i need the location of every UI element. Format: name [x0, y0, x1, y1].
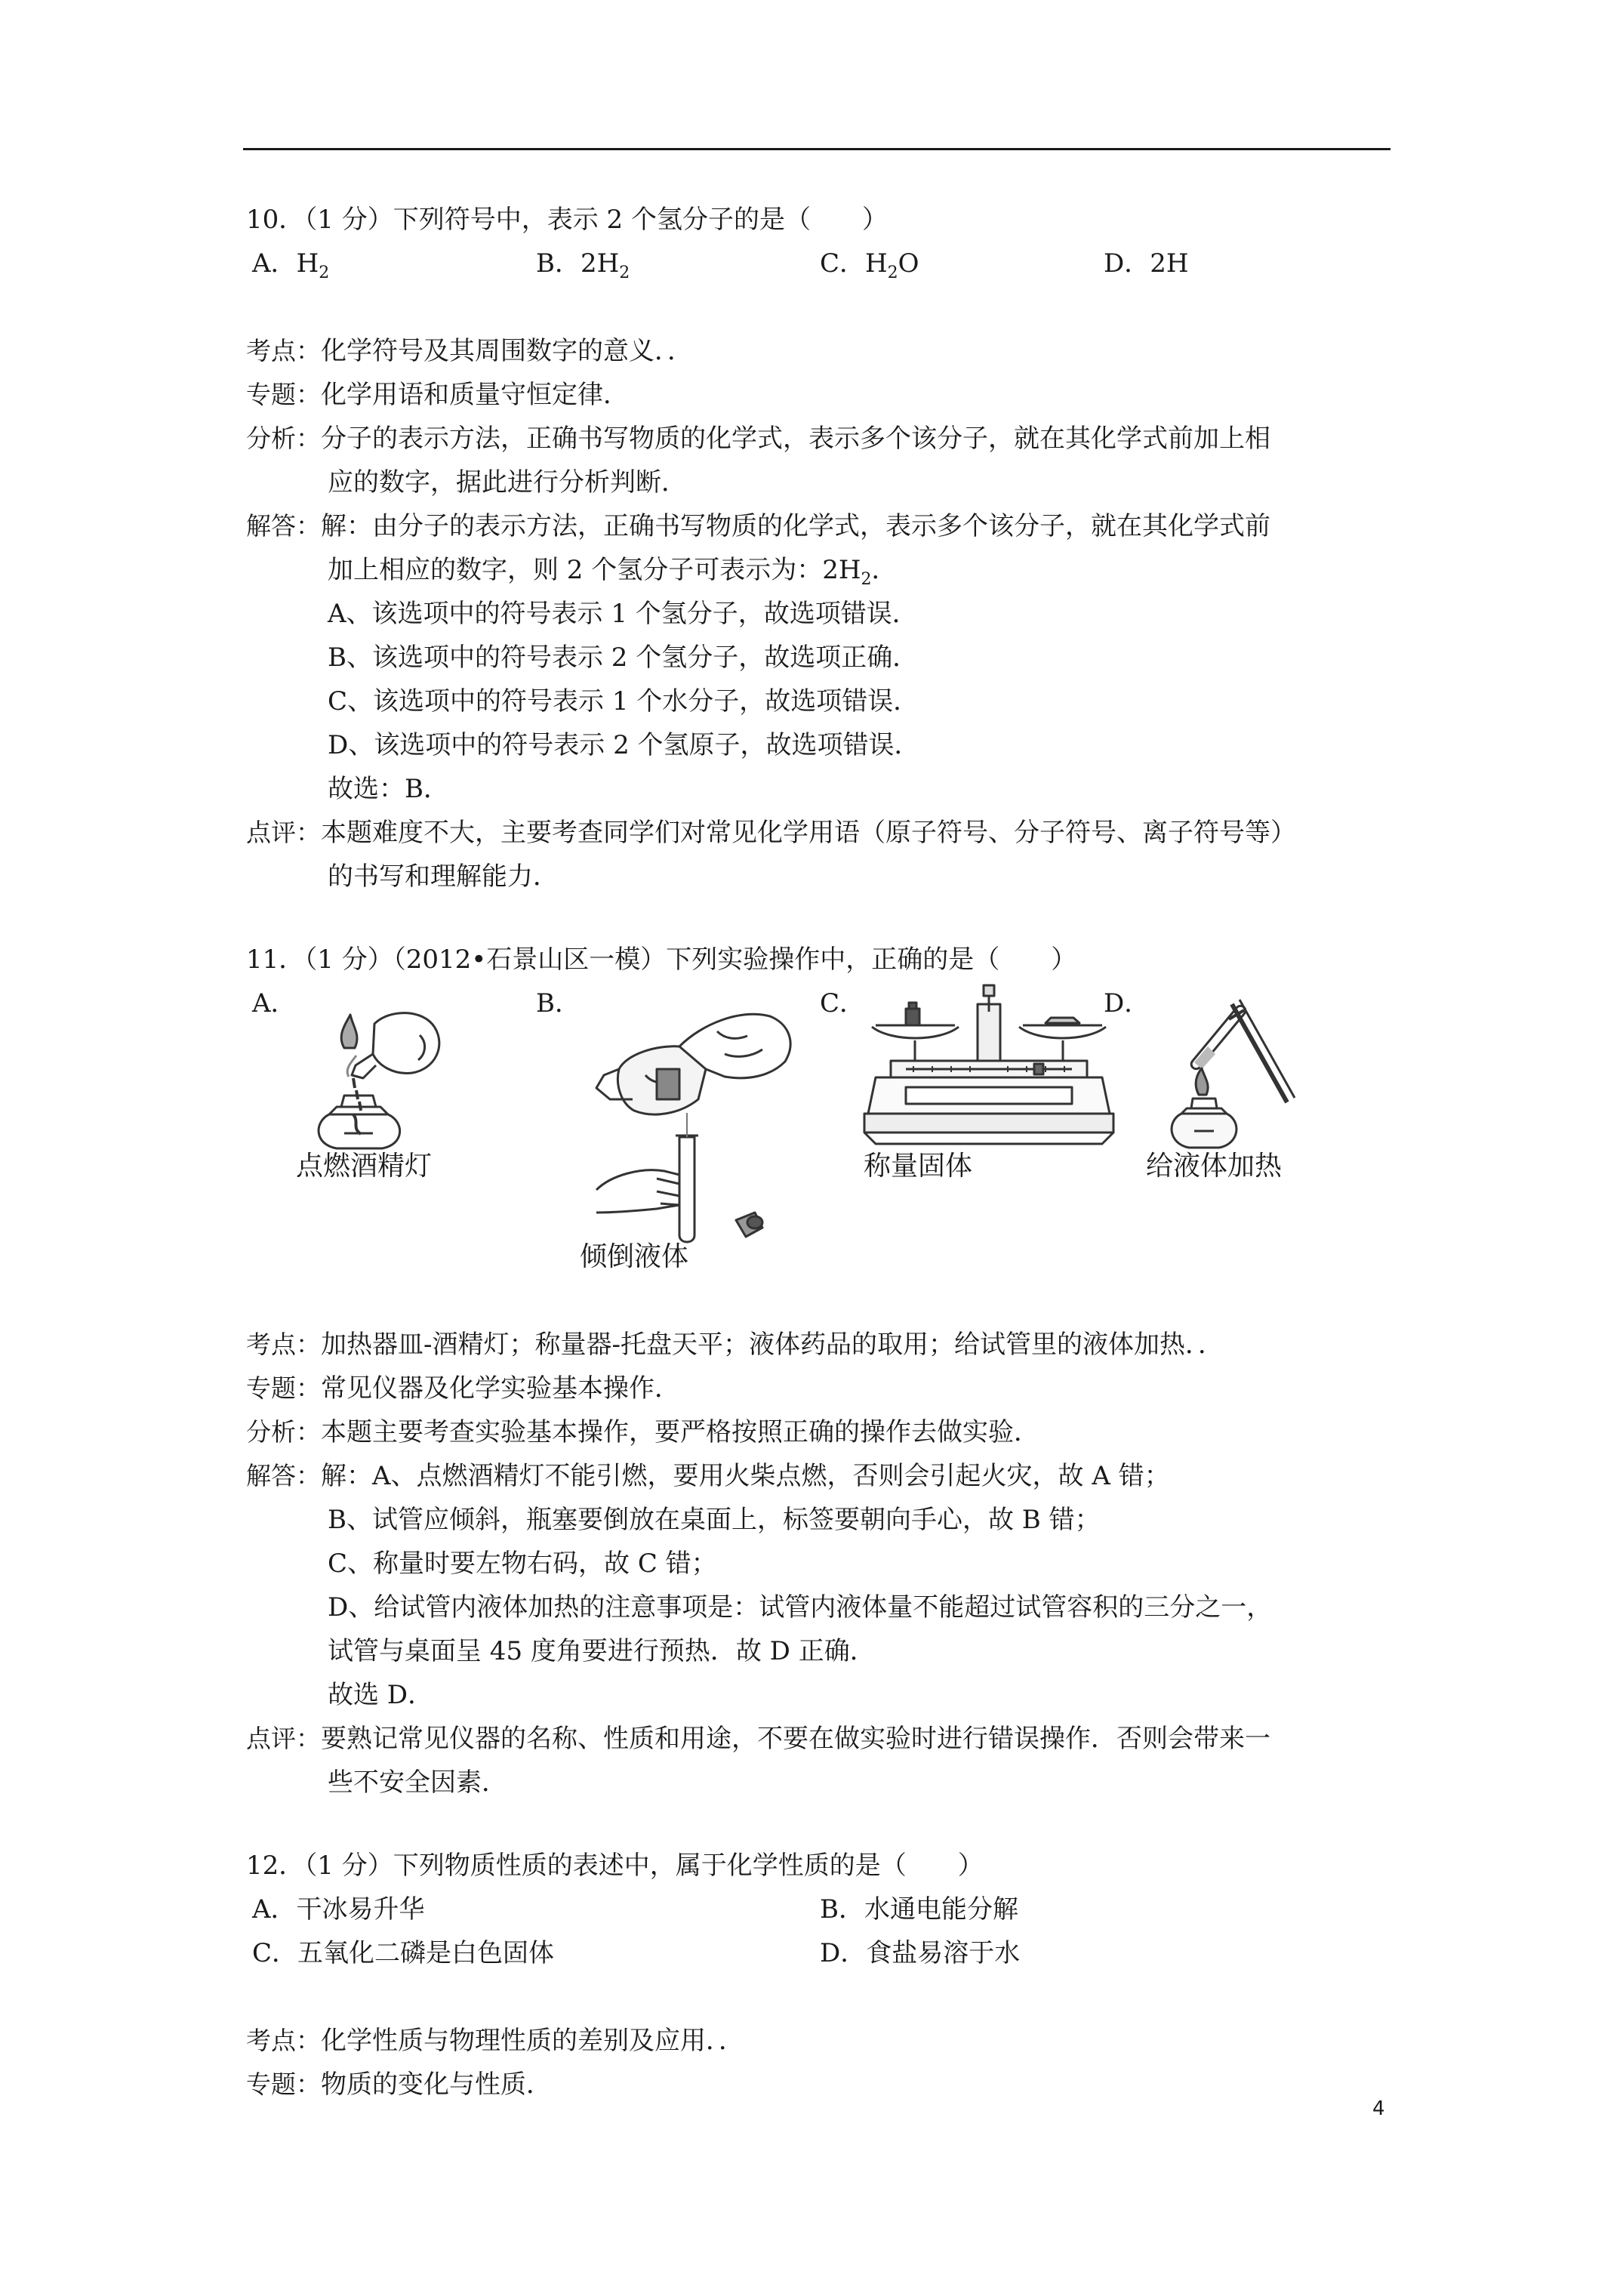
page-number: 4	[1372, 2097, 1385, 2120]
q11-caption-a: 点燃酒精灯	[296, 1151, 433, 1182]
q10-option-d: D．2H	[1104, 248, 1189, 279]
q10-option-a: A．$H_2$	[252, 248, 330, 282]
q11-dianping-cont: 些不安全因素．	[328, 1767, 507, 1798]
q11-jieda-line6: 故选 D．	[328, 1680, 434, 1710]
balance-scale-icon	[861, 982, 1117, 1151]
q11-option-a-letter: A．	[252, 988, 297, 1019]
q11-zhuanti: 专题：常见仪器及化学实验基本操作．	[246, 1373, 680, 1404]
q12-option-c: C．五氧化二磷是白色固体	[252, 1938, 555, 1968]
q10-zhuanti: 专题：化学用语和质量守恒定律．	[246, 380, 629, 410]
q10-dianping: 点评：本题难度不大，主要考查同学们对常见化学用语（原子符号、分子符号、离子符号等）	[246, 818, 1296, 848]
q11-option-b-letter: B．	[536, 988, 581, 1019]
q11-jieda-line3: C、称量时要左物右码，故 C 错；	[328, 1549, 717, 1579]
header-rule	[243, 148, 1390, 150]
q12-option-a: A．干冰易升华	[252, 1894, 425, 1925]
q10-jieda-line4: B、该选项中的符号表示 2 个氢分子，故选项正确．	[328, 643, 919, 673]
q11-jieda-line4: D、给试管内液体加热的注意事项是：试管内液体量不能超过试管容积的三分之一，	[328, 1592, 1273, 1623]
q10-jieda: 解答：解：由分子的表示方法，正确书写物质的化学式，表示多个该分子，就在其化学式前	[246, 511, 1270, 541]
q12-zhuanti: 专题：物质的变化与性质．	[246, 2069, 552, 2100]
alcohol-lamp-lighting-icon	[291, 994, 465, 1156]
q12-stem: 12．（1 分）下列物质性质的表述中，属于化学性质的是（ ）	[246, 1851, 984, 1881]
q10-jieda-line6: D、该选项中的符号表示 2 个氢原子，故选项错误．	[328, 730, 920, 760]
q10-jieda-line3: A、该选项中的符号表示 1 个氢分子，故选项错误．	[328, 599, 918, 629]
q12-kaodian: 考点：化学性质与物理性质的差别及应用．．	[246, 2026, 744, 2056]
q11-caption-b: 倾倒液体	[580, 1241, 689, 1272]
q10-jieda-line2: 加上相应的数字，则 2 个氢分子可表示为：$2H_2$．	[328, 555, 898, 589]
q11-jieda: 解答：解：A、点燃酒精灯不能引燃，要用火柴点燃，否则会引起火灾，故 A 错；	[246, 1461, 1170, 1491]
heating-test-tube-icon	[1147, 989, 1298, 1159]
q10-fenxi: 分析：分子的表示方法，正确书写物质的化学式，表示多个该分子，就在其化学式前加上相	[246, 424, 1270, 454]
q12-option-b: B．水通电能分解	[820, 1894, 1018, 1925]
q11-kaodian: 考点：加热器皿-酒精灯；称量器-托盘天平；液体药品的取用；给试管里的液体加热．．	[246, 1330, 1224, 1360]
q12-option-d: D．食盐易溶于水	[820, 1938, 1021, 1968]
q11-option-c-letter: C．	[820, 988, 866, 1019]
q10-option-c: C．$H_2O$	[820, 248, 919, 282]
q10-fenxi-cont: 应的数字，据此进行分析判断．	[328, 467, 687, 498]
q11-jieda-line5: 试管与桌面呈 45 度角要进行预热．故 D 正确．	[328, 1636, 876, 1666]
q10-jieda-line7: 故选：B．	[328, 774, 449, 804]
q11-fenxi: 分析：本题主要考查实验基本操作，要严格按照正确的操作去做实验．	[246, 1417, 1039, 1447]
q10-dianping-cont: 的书写和理解能力．	[328, 861, 559, 892]
q10-jieda-line5: C、该选项中的符号表示 1 个水分子，故选项错误．	[328, 686, 919, 717]
q11-stem: 11．（1 分）（2012•石景山区一模）下列实验操作中，正确的是（ ）	[246, 945, 1077, 975]
q10-stem: 10．（1 分）下列符号中，表示 2 个氢分子的是（ ）	[246, 205, 888, 235]
q10-option-b: B．$2H_2$	[536, 248, 630, 282]
pouring-liquid-icon	[574, 986, 800, 1250]
q11-option-d-letter: D．	[1104, 988, 1150, 1019]
q11-dianping: 点评：要熟记常见仪器的名称、性质和用途，不要在做实验时进行错误操作．否则会带来一	[246, 1724, 1270, 1754]
q10-kaodian: 考点：化学符号及其周围数字的意义．．	[246, 336, 693, 366]
q11-caption-d: 给液体加热	[1146, 1151, 1283, 1182]
q11-caption-c: 称量固体	[864, 1151, 973, 1182]
q11-jieda-line2: B、试管应倾斜，瓶塞要倒放在桌面上，标签要朝向手心，故 B 错；	[328, 1505, 1101, 1535]
